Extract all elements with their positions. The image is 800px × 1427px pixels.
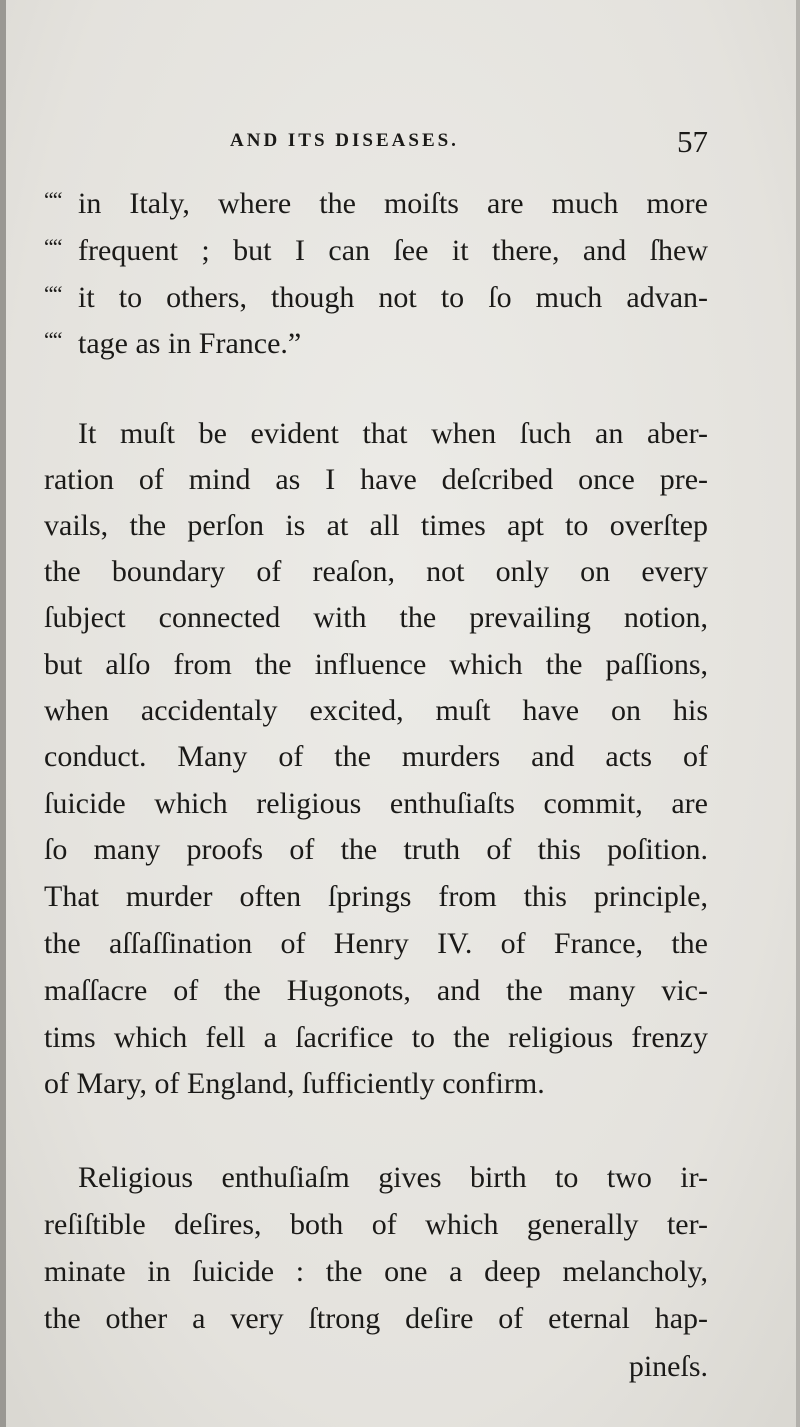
quote-mark: ““ [44, 187, 62, 212]
text-line: minate in ſuicide : the one a deep melancholy, [44, 1255, 708, 1288]
quote-mark: ““ [44, 281, 62, 306]
text-line: the other a very ſtrong deſire of eternal hap- [44, 1302, 708, 1335]
text-line: the aſſaſſination of Henry IV. of France, the [44, 927, 708, 960]
text-line: Religious enthuſiaſm gives birth to two ir- [78, 1161, 708, 1194]
text-line [44, 322, 708, 362]
page-edge-shadow [0, 0, 6, 1427]
text-line: ſo many proofs of the truth of this poſition. [44, 833, 708, 866]
line-text: frequent ; but I can ſee it there, and ſhew [78, 234, 708, 267]
text-line [44, 229, 708, 269]
text-line: That murder often ſprings from this principle, [44, 880, 708, 913]
text-line: vails, the perſon is at all times apt to overſtep [44, 509, 708, 542]
line-text: tage as in France.” [78, 327, 302, 360]
running-head: AND ITS DISEASES. [230, 130, 459, 151]
text-line: of Mary, of England, ſufficiently confirm. [44, 1067, 545, 1100]
catchword: pineſs. [628, 1350, 708, 1383]
page-number: 57 [677, 124, 708, 159]
text-line: but alſo from the influence which the paſſions, [44, 648, 708, 681]
quote-mark: ““ [44, 234, 62, 259]
text-line [44, 182, 708, 222]
page-header [44, 124, 708, 168]
text-line: ſubject connected with the prevailing notion, [44, 601, 708, 634]
text-line: reſiſtible deſires, both of which generally ter- [44, 1208, 708, 1241]
text-line: the boundary of reaſon, not only on every [44, 555, 708, 588]
text-line: It muſt be evident that when ſuch an aber- [78, 417, 708, 450]
line-text: in Italy, where the moiſts are much more [78, 187, 708, 220]
text-line: when accidentaly excited, muſt have on his [44, 694, 708, 727]
text-line: conduct. Many of the murders and acts of [44, 740, 708, 773]
text-line [44, 276, 708, 316]
text-line: maſſacre of the Hugonots, and the many vic- [44, 974, 708, 1007]
text-line: ration of mind as I have deſcribed once pre- [44, 463, 708, 496]
quote-mark: ““ [44, 327, 62, 352]
page-edge-shadow [796, 0, 800, 1427]
line-text: it to others, though not to ſo much advan- [78, 281, 708, 314]
text-line: ſuicide which religious enthuſiaſts commit, are [44, 787, 708, 820]
text-line: tims which fell a ſacrifice to the religious frenzy [44, 1021, 708, 1054]
